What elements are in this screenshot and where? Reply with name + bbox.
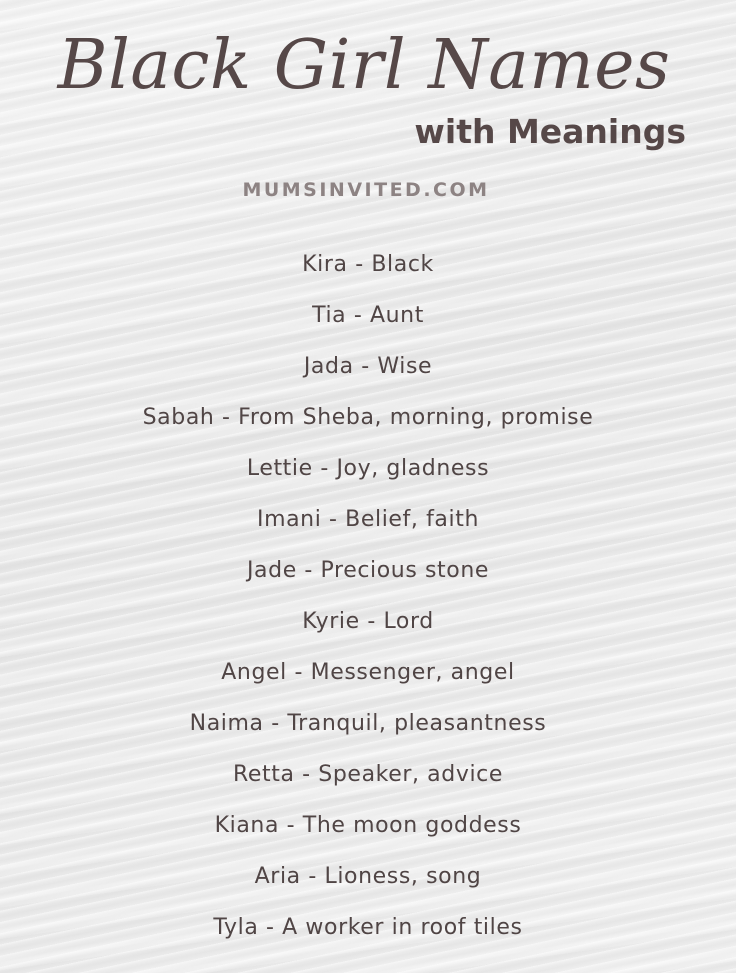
list-item: Tyla - A worker in roof tiles	[213, 915, 523, 940]
list-item: Retta - Speaker, advice	[233, 762, 503, 787]
list-item: Imani - Belief, faith	[256, 507, 479, 532]
list-item: Naima - Tranquil, pleasantness	[189, 711, 547, 736]
page-title: Black Girl Names	[57, 26, 671, 105]
site-name: MUMSINVITED.COM	[242, 179, 490, 201]
list-item: Kira - Black	[302, 252, 434, 277]
list-item: Aria - Lioness, song	[254, 864, 482, 889]
page-subtitle: with Meanings	[414, 112, 686, 151]
list-item: Jade - Precious stone	[246, 558, 490, 583]
list-item: Kiana - The moon goddess	[214, 813, 522, 838]
list-item: Jada - Wise	[303, 354, 433, 379]
list-item: Tia - Aunt	[312, 303, 424, 328]
list-item: Sabah - From Sheba, morning, promise	[142, 405, 594, 430]
list-item: Lettie - Joy, gladness	[246, 456, 490, 481]
list-item: Kyrie - Lord	[302, 609, 434, 634]
names-list	[0, 244, 736, 958]
list-item: Angel - Messenger, angel	[221, 660, 515, 685]
